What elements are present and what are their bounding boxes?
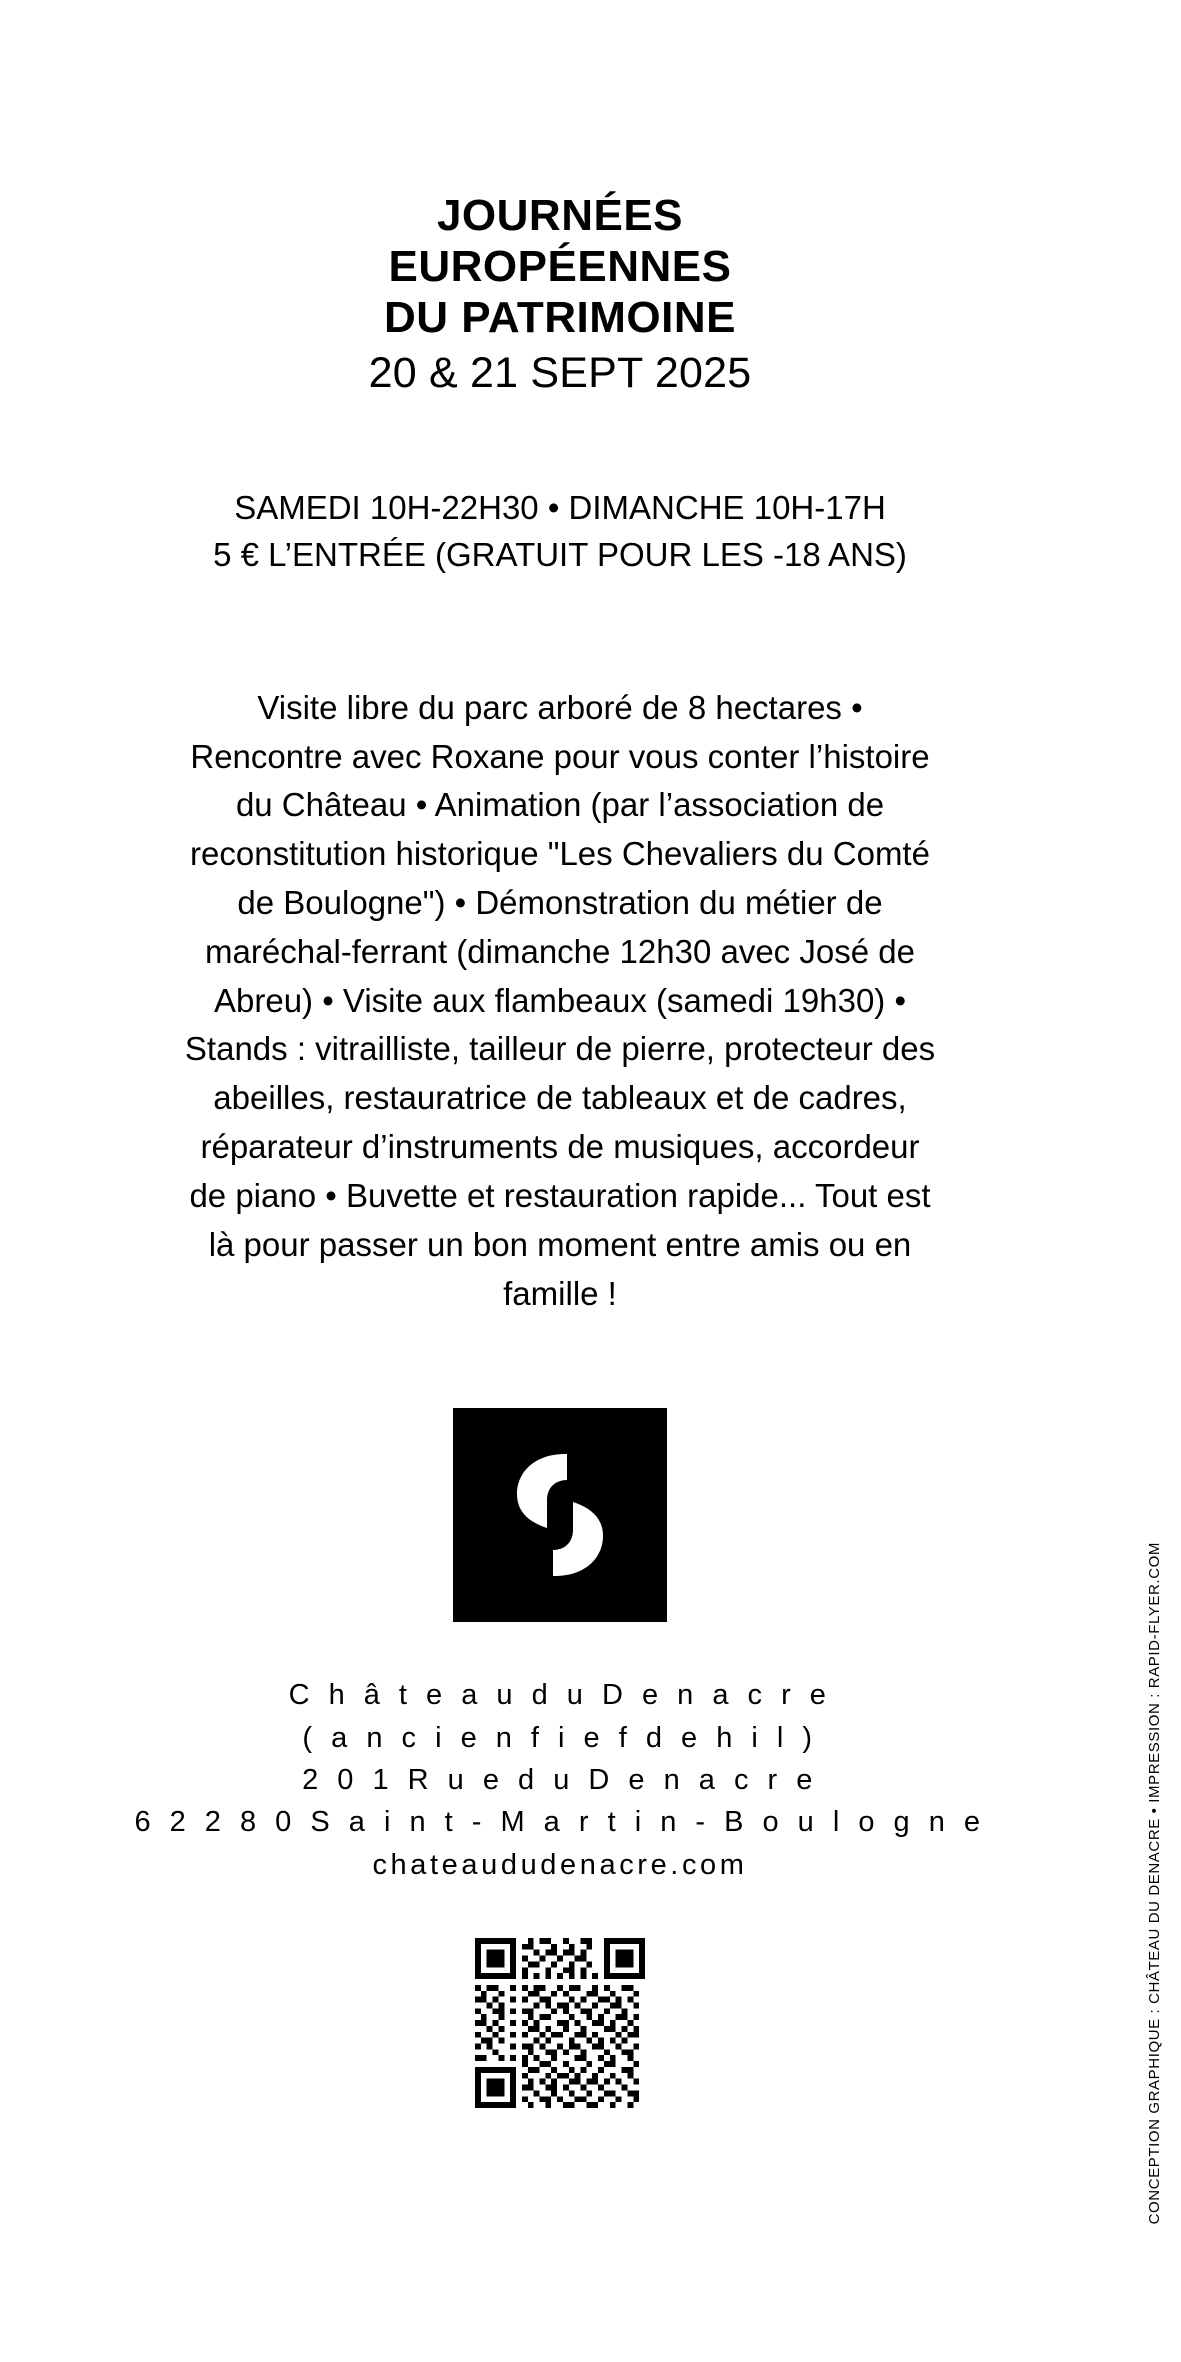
hours-line: SAMEDI 10H-22H30 • DIMANCHE 10H-17H (234, 488, 886, 526)
title-line-1: JOURNÉES (436, 191, 684, 240)
title-line-3: DU PATRIMOINE (384, 293, 736, 343)
title-line-2: EUROPÉENNES (388, 242, 732, 292)
address-line-sub: ( a n c i e n f i e f d e h i l ) (302, 1721, 818, 1754)
address-block (134, 1674, 985, 1886)
page-title (369, 190, 752, 399)
event-date: 20 & 21 SEPT 2025 (368, 349, 752, 398)
address-line-city: 6 2 2 8 0 S a i n t - M a r t i n - B o u l o g n e (134, 1806, 986, 1839)
price-line: 5 € L’ENTRÉE (GRATUIT POUR LES -18 ANS) (213, 535, 907, 573)
website-link[interactable]: chateaududenacre.com (372, 1848, 748, 1881)
credits-text: CONCEPTION GRAPHIQUE : CHÂTEAU DU DENACRE • IMPRESSION : RAPID-FLYER.COM (1146, 1541, 1163, 2224)
address-line-name: C h â t e a u d u D e n a c r e (288, 1679, 832, 1712)
event-description: Visite libre du parc arboré de 8 hectares • Rencontre avec Roxane pour vous conter l’histoire du Château • Animation (par l’association de reconstitution historique "Les Chevaliers du Comté de Boulogne") • Démonstration du métier de maréchal-ferrant (dimanche 12h30 avec José de Abreu) • Visite aux flambeaux (samedi 19h30) • Stands : vitrailliste, tailleur de pierre, protecteur des abeilles, restauratrice de tableaux et de cadres, réparateur d’instruments de musiques, accordeur de piano • Buvette et restauration rapide... Tout est là pour passer un bon moment entre amis ou en famille ! (184, 688, 936, 1312)
opening-hours (213, 485, 907, 579)
qr-code-icon[interactable] (475, 1938, 645, 2108)
chateau-du-denacre-logo-icon (453, 1408, 667, 1622)
address-line-street: 2 0 1 R u e d u D e n a c r e (302, 1764, 818, 1797)
